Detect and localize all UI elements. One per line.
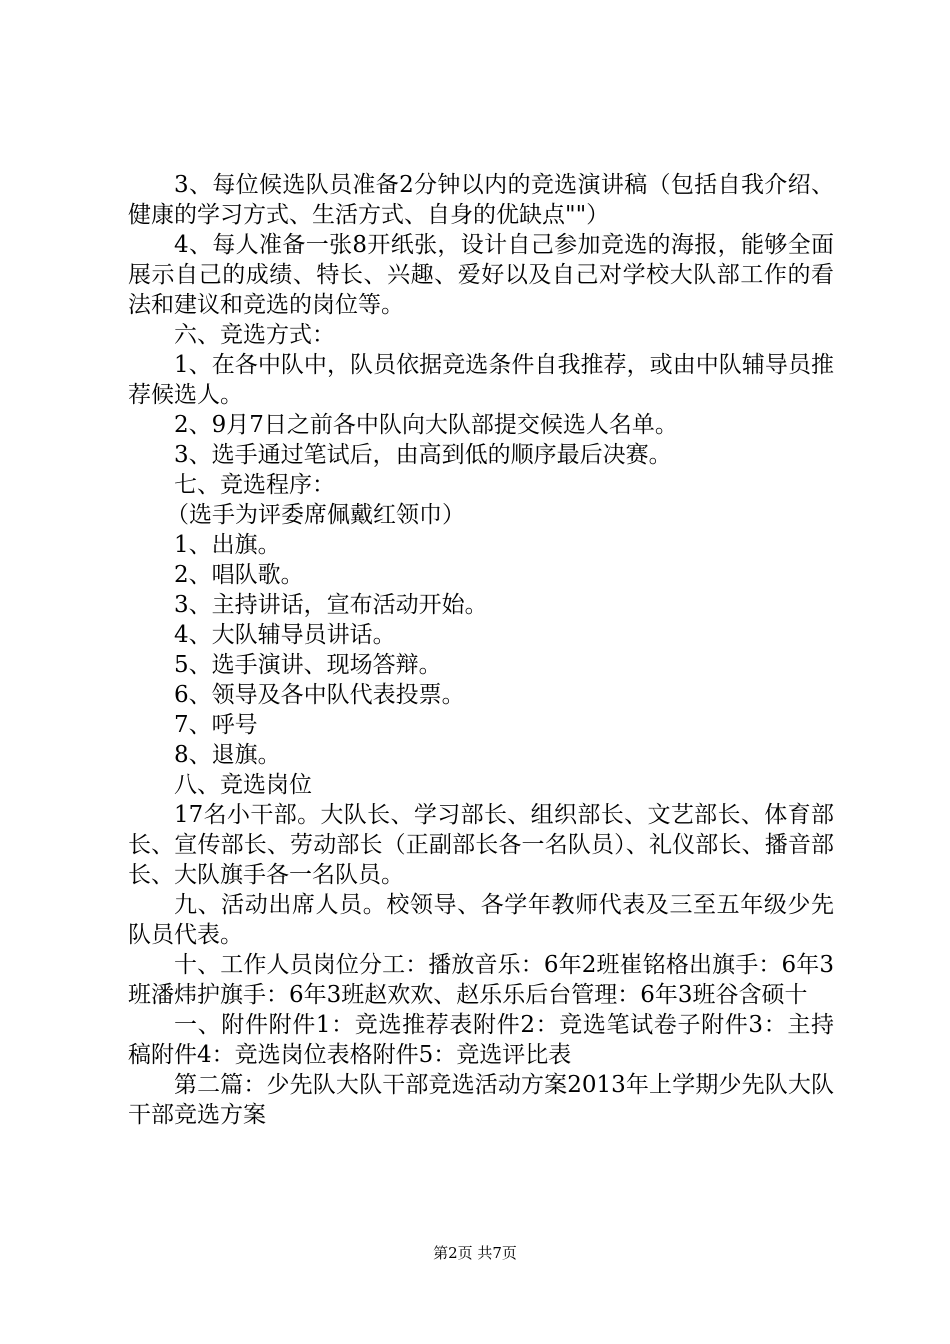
heading-procedure: 七、竞选程序： [174,472,335,498]
paragraph-speech: 3、每位候选队员准备2分钟以内的竞选演讲稿（包括自我介绍、健康的学习方式、生活方式、自身的优缺点""） [128,172,834,228]
heading-positions: 八、竞选岗位 [174,772,312,798]
paragraph-method-3: 3、选手通过笔试后，由高到低的顺序最后决赛。 [174,442,672,468]
procedure-step-4: 4、大队辅导员讲话。 [174,622,396,648]
procedure-step-1: 1、出旗。 [174,532,281,558]
document-body [128,170,834,1130]
paragraph-method-2: 2、9月7日之前各中队向大队部提交候选人名单。 [174,412,678,438]
paragraph-poster: 4、每人准备一张8开纸张，设计自己参加竞选的海报，能够全面展示自己的成绩、特长、兴趣、爱好以及自己对学校大队部工作的看法和建议和竞选的岗位等。 [128,232,834,318]
procedure-step-7: 7、呼号 [174,712,258,738]
paragraph-second-article: 第二篇：少先队大队干部竞选活动方案2013年上学期少先队大队干部竞选方案 [128,1072,834,1128]
procedure-step-6: 6、领导及各中队代表投票。 [174,682,465,708]
paragraph-method-1: 1、在各中队中，队员依据竞选条件自我推荐，或由中队辅导员推荐候选人。 [128,352,834,408]
heading-method: 六、竞选方式： [174,322,335,348]
paragraph-attendees: 九、活动出席人员。校领导、各学年教师代表及三至五年级少先队员代表。 [128,892,834,948]
paragraph-attachments: 一、附件附件1：竞选推荐表附件2：竞选笔试卷子附件3：主持稿附件4：竞选岗位表格附件5：竞选评比表 [128,1012,834,1068]
page-number-footer: 第2页 共7页 [433,1244,517,1262]
paragraph-procedure-note: （选手为评委席佩戴红领巾） [166,502,465,528]
procedure-step-3: 3、主持讲话，宣布活动开始。 [174,592,488,618]
procedure-step-5: 5、选手演讲、现场答辩。 [174,652,442,678]
procedure-step-2: 2、唱队歌。 [174,562,304,588]
paragraph-positions: 17名小干部。大队长、学习部长、组织部长、文艺部长、体育部长、宣传部长、劳动部长（正副部长各一名队员）、礼仪部长、播音部长、大队旗手各一名队员。 [128,802,834,888]
procedure-step-8: 8、退旗。 [174,742,281,768]
paragraph-staff: 十、工作人员岗位分工：播放音乐：6年2班崔铭格出旗手：6年3班潘炜护旗手：6年3班赵欢欢、赵乐乐后台管理：6年3班谷含硕十 [128,952,834,1008]
